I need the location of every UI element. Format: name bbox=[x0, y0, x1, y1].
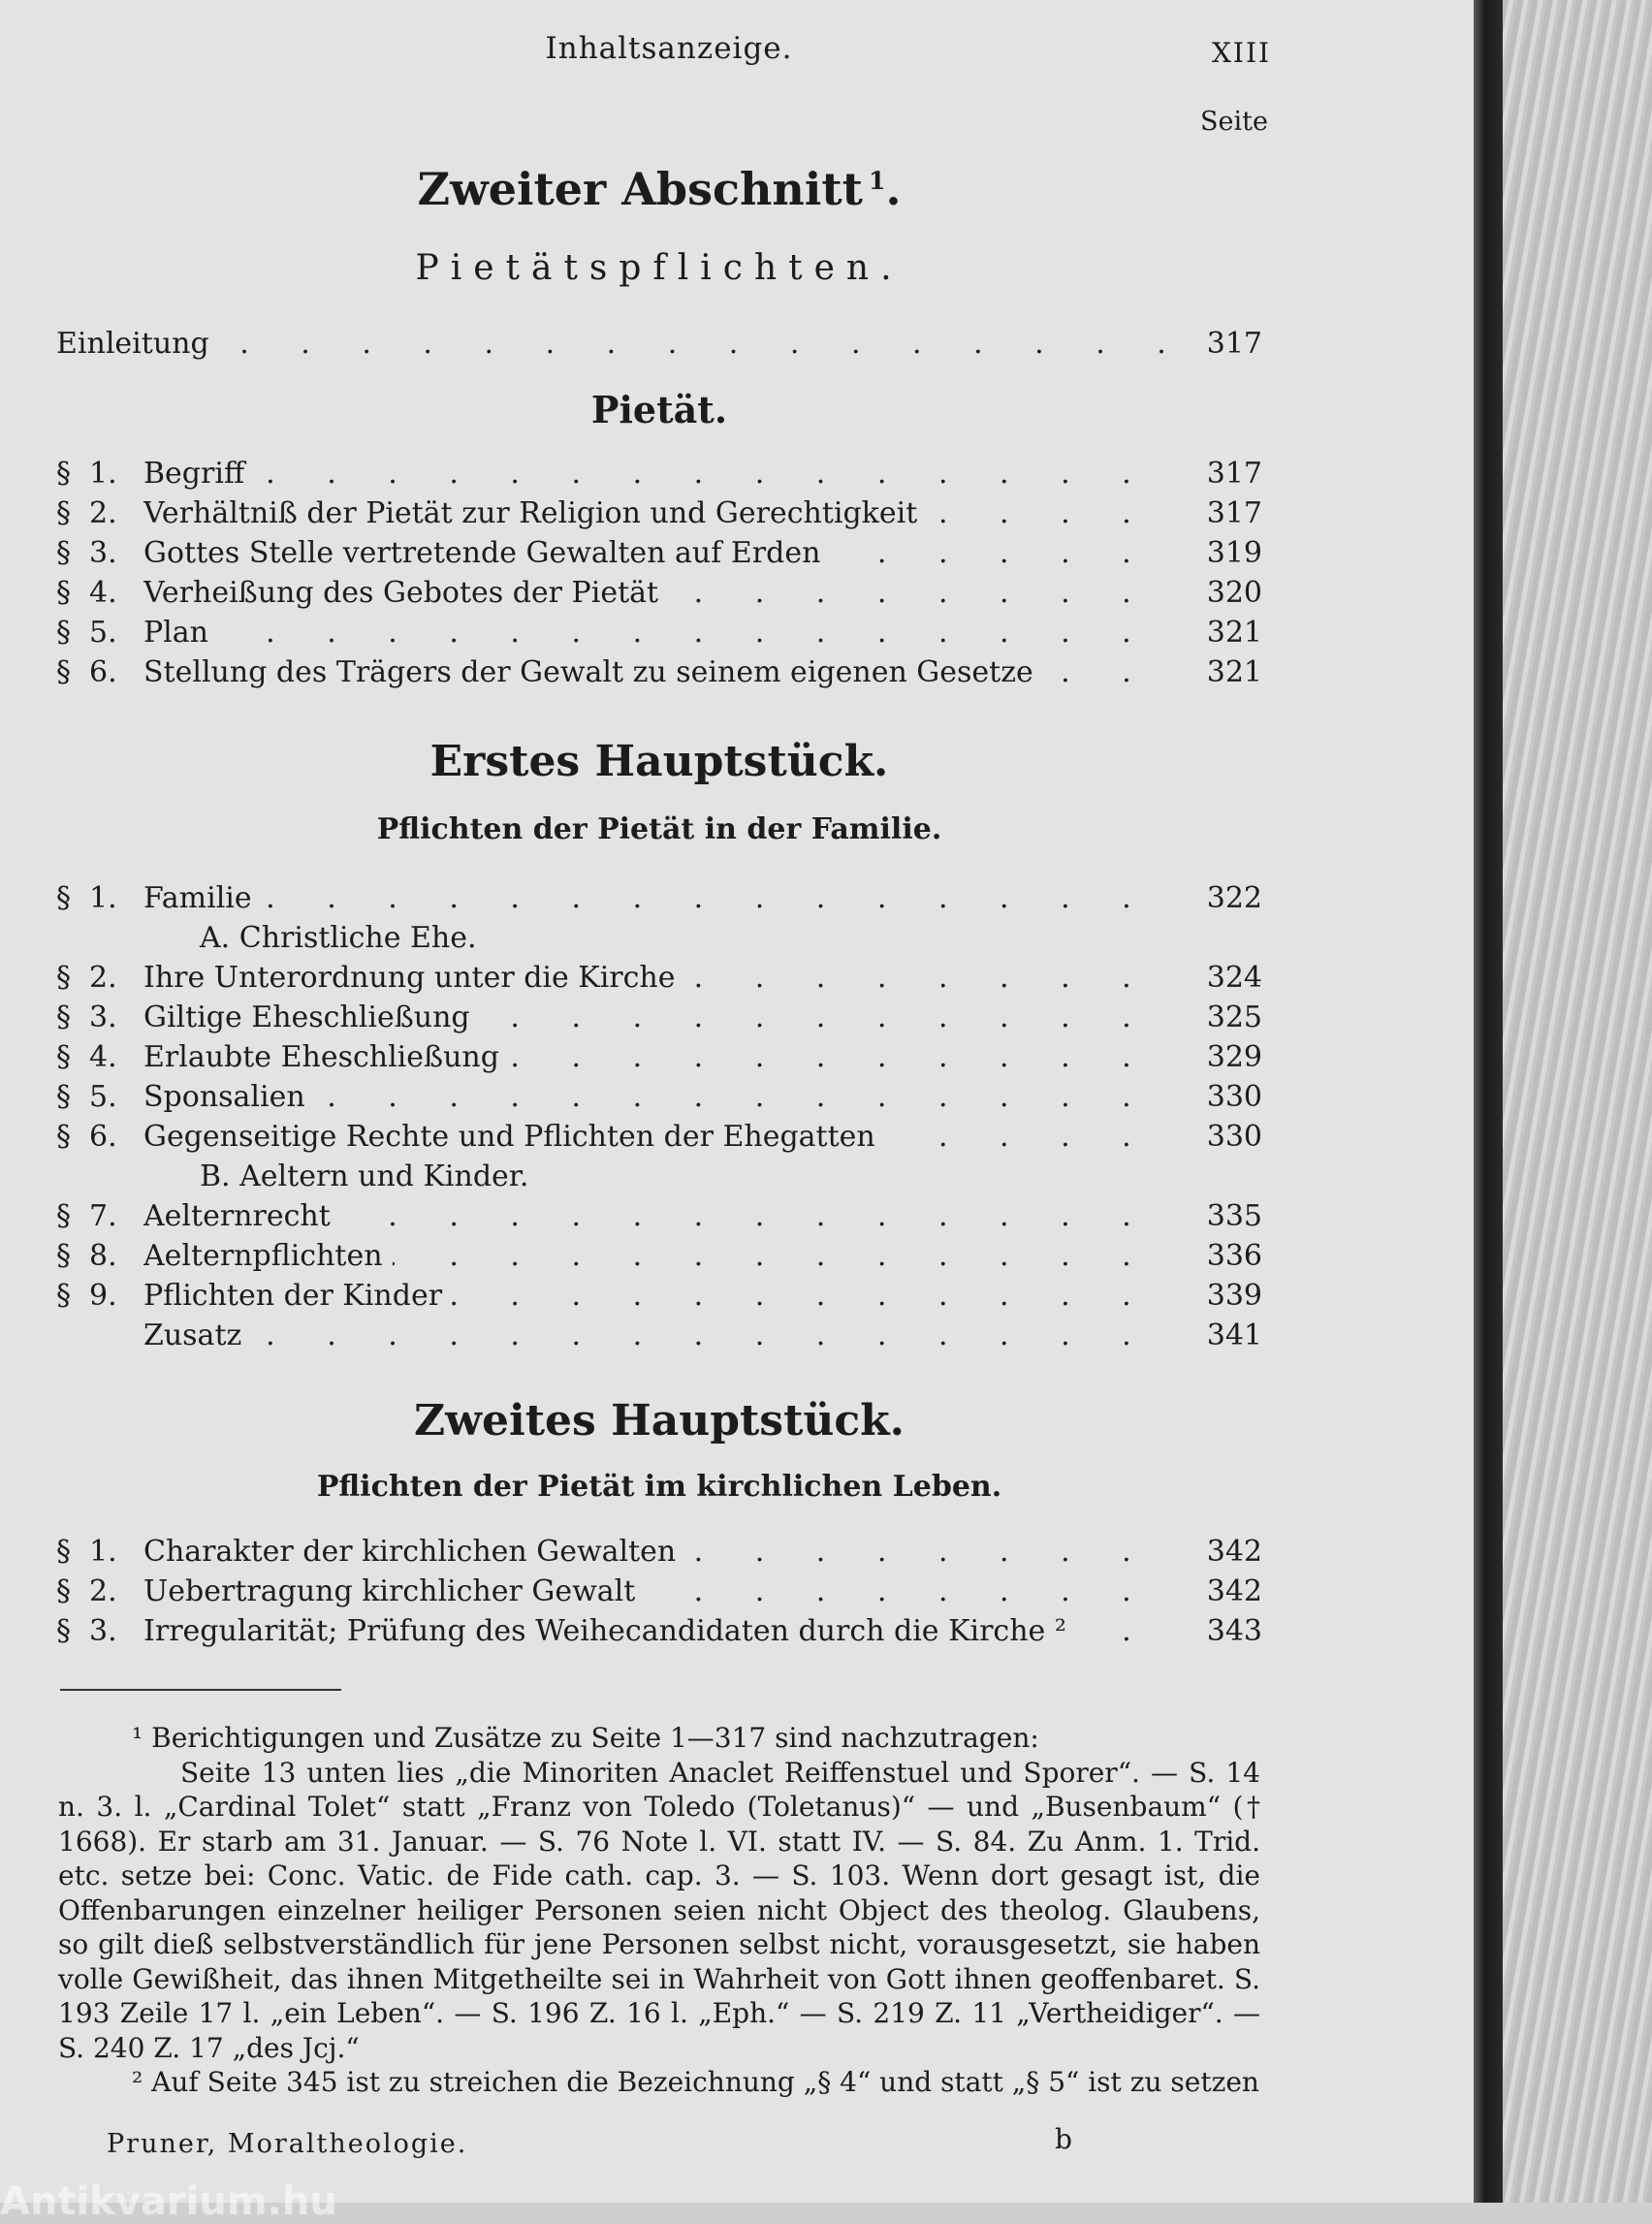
toc-label-row bbox=[143, 1276, 1185, 1316]
toc-number: 8. bbox=[89, 1239, 117, 1273]
toc-label: Charakter der kirchlichen Gewalten bbox=[143, 1535, 685, 1569]
toc-label: Sponsalien bbox=[143, 1080, 315, 1114]
abschnitt-subtitle: Pietätspflichten. bbox=[415, 248, 904, 288]
toc-page: 325 bbox=[1206, 1001, 1262, 1034]
toc-entry bbox=[56, 533, 1262, 573]
footnotes bbox=[58, 1721, 1260, 2100]
toc-label: Aelternpflichten bbox=[143, 1239, 393, 1273]
toc-label-row bbox=[143, 1037, 1185, 1077]
seite-column-label: Seite bbox=[1200, 107, 1268, 137]
toc-section-sign: § bbox=[56, 1279, 71, 1313]
toc-section-sign: § bbox=[56, 881, 71, 915]
footer-signature: b bbox=[1055, 2123, 1072, 2155]
toc-label-row bbox=[143, 652, 1185, 692]
toc-number: 5. bbox=[89, 616, 117, 650]
toc-label-row bbox=[143, 573, 1185, 613]
toc-page: 342 bbox=[1206, 1574, 1262, 1608]
toc-section-sign: § bbox=[56, 961, 71, 995]
zweites-hauptstueck-subtitle: Pflichten der Pietät im kirchlichen Leben. bbox=[316, 1470, 1002, 1504]
toc-section-sign: § bbox=[56, 1614, 71, 1648]
toc-entry bbox=[56, 1077, 1262, 1117]
toc-section-sign: § bbox=[56, 1040, 71, 1074]
toc-entry bbox=[56, 1532, 1262, 1572]
background-surface bbox=[1503, 0, 1652, 2203]
toc-section-sign: § bbox=[56, 1080, 71, 1114]
toc-section-sign: § bbox=[56, 576, 71, 610]
toc-page: 343 bbox=[1206, 1614, 1262, 1648]
toc-subheading: A. Christliche Ehe. bbox=[200, 921, 477, 955]
toc-page: 330 bbox=[1206, 1080, 1262, 1114]
toc-label: Gottes Stelle vertretende Gewalten auf Erden bbox=[143, 536, 830, 570]
toc-label-row bbox=[143, 493, 1185, 533]
erstes-hauptstueck-title: Erstes Hauptstück. bbox=[429, 737, 889, 786]
toc-label-row bbox=[143, 454, 1185, 493]
footnote-divider bbox=[60, 1689, 341, 1691]
toc-subheading: B. Aeltern und Kinder. bbox=[200, 1160, 529, 1193]
toc-label-row bbox=[143, 1236, 1185, 1276]
page-number: XIII bbox=[1212, 37, 1272, 69]
toc-label: Plan bbox=[143, 616, 218, 650]
toc-section-sign: § bbox=[56, 1574, 71, 1608]
toc-label: Pflichten der Kinder bbox=[143, 1279, 452, 1313]
toc-entry bbox=[56, 1572, 1262, 1611]
toc-number: 1. bbox=[89, 457, 117, 491]
toc-entry bbox=[56, 1196, 1262, 1236]
pietat-toc bbox=[56, 454, 1262, 692]
toc-entry bbox=[56, 324, 1262, 364]
toc-label-row bbox=[143, 998, 1185, 1037]
toc-label: Zusatz bbox=[143, 1319, 251, 1352]
toc-number: 3. bbox=[89, 1001, 117, 1034]
toc-number: 9. bbox=[89, 1279, 117, 1313]
toc-label: Giltige Eheschließung bbox=[143, 1001, 480, 1034]
toc-entry bbox=[56, 573, 1262, 613]
toc-number: 2. bbox=[89, 1574, 117, 1608]
toc-label: Verheißung des Gebotes der Pietät bbox=[143, 576, 668, 610]
toc-label-row bbox=[143, 613, 1185, 652]
toc-label-row bbox=[143, 1572, 1185, 1611]
toc-page: 336 bbox=[1206, 1239, 1262, 1273]
toc-entry bbox=[56, 1611, 1262, 1651]
toc-number: 1. bbox=[89, 1535, 117, 1569]
zweites-toc bbox=[56, 1532, 1262, 1651]
toc-label-row bbox=[143, 878, 1185, 918]
pietat-title: Pietät. bbox=[590, 388, 728, 431]
toc-label: Ihre Unterordnung unter die Kirche bbox=[143, 961, 685, 995]
toc-page: 335 bbox=[1206, 1199, 1262, 1233]
toc-label: Verhältniß der Pietät zur Religion und Gerechtigkeit bbox=[143, 496, 927, 530]
toc-label: Aelternrecht bbox=[143, 1199, 340, 1233]
toc-label-row bbox=[143, 1196, 1185, 1236]
toc-page: 317 bbox=[1206, 496, 1262, 530]
toc-number: 3. bbox=[89, 536, 117, 570]
toc-label-row bbox=[143, 1077, 1185, 1117]
toc-number: 4. bbox=[89, 576, 117, 610]
toc-label-row bbox=[143, 1117, 1185, 1157]
toc-page: 321 bbox=[1206, 616, 1262, 650]
footnote-1-body: Seite 13 unten lies „die Minoriten Anaclet Reiffenstuel und Sporer“. — S. 14 n. 3. l. „Cardinal Tolet“ statt „Franz von Toledo (Toletanus)“ — und „Busenbaum“ († 1668). Er starb am 31. Januar. — S. 76 Note l. VI. statt IV. — S. 84. Zu Anm. 1. Trid. etc. setze bei: Conc. Vatic. de Fide cath. cap. 3. — S. 103. Wenn dort gesagt ist, die Offenbarungen einzelner heiliger Personen seien nicht Object des theolog. Glaubens, so gilt dieß selbstverständlich für jene Personen selbst nicht, vorausgesetzt, sie haben volle Gewißheit, das ihnen Mitgetheilte sei in Wahrheit von Gott ihnen geoffenbaret. S. 193 Zeile 17 l. „ein Leben“. — S. 196 Z. 16 l. „Eph.“ — S. 219 Z. 11 „Vertheidiger“. — S. 240 Z. 17 „des Jcj.“ bbox=[58, 1756, 1260, 2064]
toc-label-row bbox=[143, 1316, 1185, 1355]
toc-label: Begriff bbox=[143, 457, 254, 491]
toc-label-row bbox=[143, 1532, 1185, 1572]
toc-page: 341 bbox=[1206, 1319, 1262, 1352]
toc-page: 330 bbox=[1206, 1120, 1262, 1154]
toc-page: 317 bbox=[1206, 327, 1262, 361]
toc-section-sign: § bbox=[56, 536, 71, 570]
toc-section-sign: § bbox=[56, 457, 71, 491]
running-head: Inhaltsanzeige. bbox=[545, 31, 793, 66]
toc-page: 329 bbox=[1206, 1040, 1262, 1074]
toc-entry bbox=[56, 652, 1262, 692]
toc-number: 2. bbox=[89, 961, 117, 995]
toc-entry bbox=[56, 454, 1262, 493]
book-spine bbox=[1474, 0, 1503, 2203]
toc-entry bbox=[56, 493, 1262, 533]
toc-entry bbox=[56, 878, 1262, 918]
toc-page: 342 bbox=[1206, 1535, 1262, 1569]
toc-section-sign: § bbox=[56, 1001, 71, 1034]
zweites-hauptstueck-title: Zweites Hauptstück. bbox=[414, 1396, 905, 1446]
toc-page: 317 bbox=[1206, 457, 1262, 491]
toc-section-sign: § bbox=[56, 1239, 71, 1273]
toc-page: 322 bbox=[1206, 881, 1262, 915]
toc-entry bbox=[56, 613, 1262, 652]
footer-author: Pruner, Moraltheologie. bbox=[107, 2129, 468, 2159]
toc-section-sign: § bbox=[56, 496, 71, 530]
toc-entry bbox=[56, 1316, 1262, 1355]
erstes-hauptstueck-subtitle: Pflichten der Pietät in der Familie. bbox=[376, 812, 942, 846]
toc-entry bbox=[56, 958, 1262, 998]
toc-entry bbox=[56, 1037, 1262, 1077]
toc-label-row bbox=[143, 533, 1185, 573]
toc-page: 321 bbox=[1206, 655, 1262, 689]
toc-section-sign: § bbox=[56, 616, 71, 650]
erstes-toc bbox=[56, 878, 1262, 1355]
toc-section-sign: § bbox=[56, 1535, 71, 1569]
toc-page: 319 bbox=[1206, 536, 1262, 570]
toc-label-row bbox=[143, 1611, 1185, 1651]
einleitung-list bbox=[56, 324, 1262, 364]
toc-number: 6. bbox=[89, 1120, 117, 1154]
footnote-2: ² Auf Seite 345 ist zu streichen die Bezeichnung „§ 4“ und statt „§ 5“ ist zu setzen bbox=[132, 2066, 1259, 2098]
toc-section-sign: § bbox=[56, 1120, 71, 1154]
toc-page: 339 bbox=[1206, 1279, 1262, 1313]
toc-number: 4. bbox=[89, 1040, 117, 1074]
toc-section-sign: § bbox=[56, 655, 71, 689]
abschnitt-title: Zweiter Abschnitt $^1$. bbox=[417, 163, 902, 215]
footnote-ref: 1 bbox=[868, 165, 886, 195]
footnote-1-head: ¹ Berichtigungen und Zusätze zu Seite 1—317 sind nachzutragen: bbox=[132, 1722, 1039, 1754]
toc-label-row bbox=[143, 958, 1185, 998]
toc-entry bbox=[56, 998, 1262, 1037]
toc-number: 2. bbox=[89, 496, 117, 530]
watermark: Antikvarium.hu bbox=[0, 2179, 337, 2224]
toc-number: 5. bbox=[89, 1080, 117, 1114]
toc-number: 3. bbox=[89, 1614, 117, 1648]
toc-entry bbox=[56, 1236, 1262, 1276]
toc-entry bbox=[56, 1117, 1262, 1157]
toc-label: Irregularität; Prüfung des Weihecandidaten durch die Kirche ² bbox=[143, 1614, 1076, 1648]
toc-number: 7. bbox=[89, 1199, 117, 1233]
toc-label: Stellung des Trägers der Gewalt zu seinem eigenen Gesetze bbox=[143, 655, 1043, 689]
toc-number: 6. bbox=[89, 655, 117, 689]
toc-page: 320 bbox=[1206, 576, 1262, 610]
toc-label: Uebertragung kirchlicher Gewalt bbox=[143, 1574, 645, 1608]
toc-page: 324 bbox=[1206, 961, 1262, 995]
toc-label: Erlaubte Eheschließung bbox=[143, 1040, 509, 1074]
toc-number: 1. bbox=[89, 881, 117, 915]
toc-section-sign: § bbox=[56, 1199, 71, 1233]
toc-label: Einleitung bbox=[56, 327, 219, 361]
toc-label: Familie bbox=[143, 881, 262, 915]
toc-label: Gegenseitige Rechte und Pflichten der Ehegatten bbox=[143, 1120, 885, 1154]
toc-entry bbox=[56, 1276, 1262, 1316]
